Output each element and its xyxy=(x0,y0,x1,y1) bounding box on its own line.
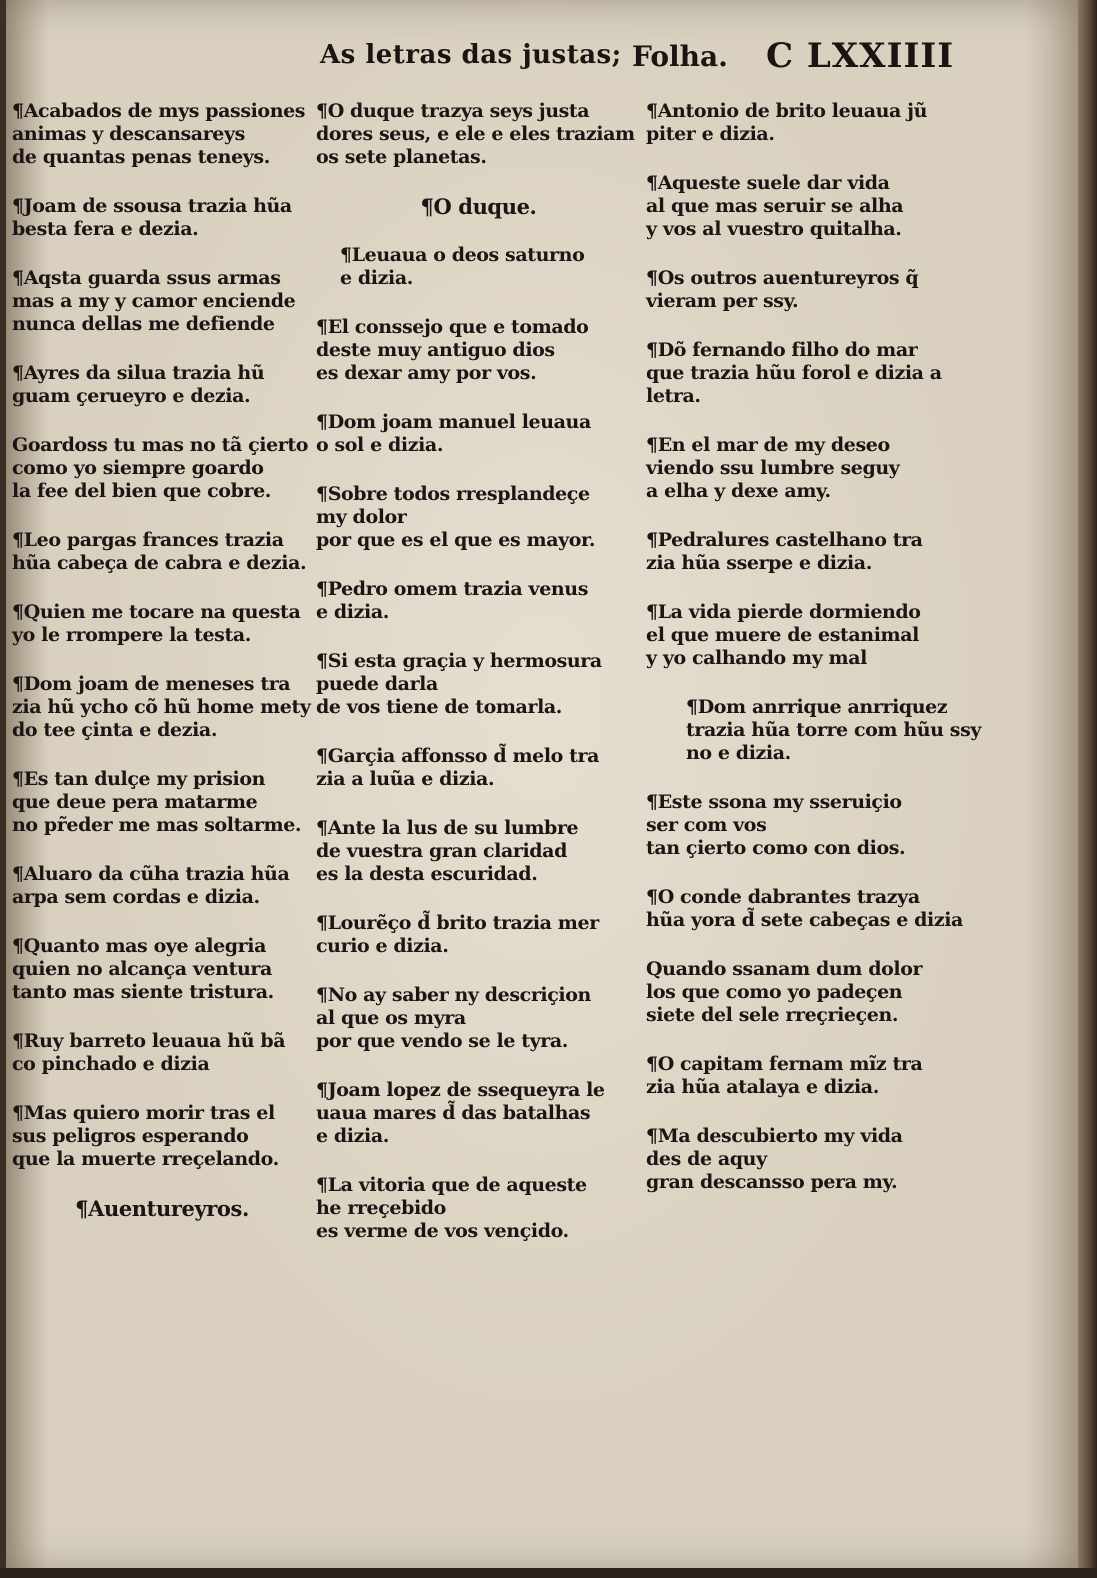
verse-line: ¶Mas quiero morir tras el xyxy=(12,1102,275,1124)
verse-line: siete del sele rreçrieçen. xyxy=(646,1004,899,1026)
verse-line: ¶Pedralures castelhano tra xyxy=(646,529,923,551)
text-column-3 xyxy=(646,100,996,1220)
running-header xyxy=(320,36,970,86)
verse-entry xyxy=(316,1079,641,1148)
verse-entry xyxy=(646,529,996,575)
verse-entry xyxy=(646,339,996,408)
verse-entry xyxy=(316,244,641,290)
verse-entry xyxy=(12,935,312,1004)
verse-entry xyxy=(316,100,641,169)
verse-line: Goardoss tu mas no tã çierto xyxy=(12,434,309,456)
verse-line: hũa cabeça de cabra e dezia. xyxy=(12,552,307,574)
verse-line: al que os myra xyxy=(316,1007,466,1029)
verse-line: piter e dizia. xyxy=(646,123,775,145)
verse-line: uaua mares d̃ das batalhas xyxy=(316,1102,591,1124)
verse-line: de quantas penas teneys. xyxy=(12,146,270,168)
verse-line: ¶Lourẽço d̃ brito trazia mer xyxy=(316,912,599,934)
verse-line: animas y descansareys xyxy=(12,123,245,145)
verse-line: o sol e dizia. xyxy=(316,434,444,456)
verse-line: guam çerueyro e dezia. xyxy=(12,385,251,407)
verse-line: deste muy antiguo dios xyxy=(316,339,555,361)
verse-line: ¶Garçia affonsso d̃ melo tra xyxy=(316,745,600,767)
verse-entry xyxy=(646,434,996,503)
verse-entry xyxy=(646,958,996,1027)
verse-line: ¶Es tan dulçe my prision xyxy=(12,768,266,790)
verse-line: quien no alcança ventura xyxy=(12,958,272,980)
verse-entry xyxy=(646,1125,996,1194)
verse-line: es verme de vos vençido. xyxy=(316,1220,569,1242)
page-bottom-edge xyxy=(0,1568,1097,1578)
verse-line: ¶Sobre todos rresplandeçe xyxy=(316,483,590,505)
verse-line: ¶O capitam fernam mĩz tra xyxy=(646,1053,923,1075)
verse-line: ¶No ay saber ny descriçion xyxy=(316,984,591,1006)
verse-entry xyxy=(12,100,312,169)
verse-entry xyxy=(12,362,312,408)
verse-entry xyxy=(12,601,312,647)
verse-line: viendo ssu lumbre seguy xyxy=(646,457,900,479)
verse-line: co pinchado e dizia xyxy=(12,1053,210,1075)
text-column-2 xyxy=(316,100,641,1269)
verse-entry xyxy=(646,696,996,765)
verse-line: ¶Quien me tocare na questa xyxy=(12,601,301,623)
verse-line: ¶Aqueste suele dar vida xyxy=(646,172,890,194)
verse-entry xyxy=(12,195,312,241)
verse-entry xyxy=(12,1197,312,1220)
verse-line: ¶La vida pierde dormiendo xyxy=(646,601,921,623)
verse-line: ¶Dom joam de meneses tra xyxy=(12,673,291,695)
book-edge xyxy=(1078,0,1097,1578)
verse-line: ¶O duque trazya seys justa xyxy=(316,100,590,122)
verse-line: letra. xyxy=(646,385,701,407)
verse-line: e dizia. xyxy=(316,1125,389,1147)
verse-entry xyxy=(316,1174,641,1243)
verse-line: arpa sem cordas e dizia. xyxy=(12,886,260,908)
verse-line: ¶Os outros auentureyros q̃ xyxy=(646,267,919,289)
verse-line: ser com vos xyxy=(646,814,767,836)
verse-line: yo le rrompere la testa. xyxy=(12,624,251,646)
verse-line: zia hũa sserpe e dizia. xyxy=(646,552,872,574)
verse-line: zia hũa atalaya e dizia. xyxy=(646,1076,879,1098)
verse-entry xyxy=(646,267,996,313)
verse-line: ¶O duque. xyxy=(420,194,537,219)
verse-line: vieram per ssy. xyxy=(646,290,799,312)
verse-line: tan çierto como con dios. xyxy=(646,837,906,859)
verse-entry xyxy=(316,316,641,385)
verse-line: ¶Antonio de brito leuaua jũ xyxy=(646,100,928,122)
verse-line: ¶Dom joam manuel leuaua xyxy=(316,411,591,433)
verse-line: ¶O conde dabrantes trazya xyxy=(646,886,920,908)
verse-line: el que muere de estanimal xyxy=(646,624,919,646)
verse-line: ¶Ruy barreto leuaua hũ bã xyxy=(12,1030,286,1052)
verse-entry xyxy=(12,1102,312,1171)
verse-entry xyxy=(316,650,641,719)
verse-line: e dizia. xyxy=(316,601,389,623)
verse-entry xyxy=(12,673,312,742)
verse-line: no pr̃eder me mas soltarme. xyxy=(12,814,302,836)
verse-line: hũa yora d̃ sete cabeças e dizia xyxy=(646,909,963,931)
verse-entry xyxy=(12,529,312,575)
verse-line: os sete planetas. xyxy=(316,146,487,168)
verse-entry xyxy=(646,791,996,860)
verse-line: de vuestra gran claridad xyxy=(316,840,567,862)
verse-line: zia hũ ycho cõ hũ home mety xyxy=(12,696,311,718)
verse-line: curio e dizia. xyxy=(316,935,449,957)
verse-entry xyxy=(316,817,641,886)
folio-number: C LXXIIII xyxy=(766,36,955,76)
verse-line: sus peligros esperando xyxy=(12,1125,249,1147)
verse-line: des de aquy xyxy=(646,1148,767,1170)
verse-line: la fee del bien que cobre. xyxy=(12,480,271,502)
verse-entry xyxy=(316,912,641,958)
verse-line: do tee çinta e dezia. xyxy=(12,719,218,741)
text-column-1 xyxy=(12,100,312,1246)
verse-entry xyxy=(646,1053,996,1099)
verse-line: ¶Aqsta guarda ssus armas xyxy=(12,267,281,289)
verse-entry xyxy=(12,863,312,909)
verse-entry xyxy=(12,1030,312,1076)
verse-entry xyxy=(316,411,641,457)
verse-line: ¶Joam de ssousa trazia hũa xyxy=(12,195,292,217)
verse-line: tanto mas siente tristura. xyxy=(12,981,274,1003)
verse-line: y vos al vuestro quitalha. xyxy=(646,218,902,240)
verse-line: que deue pera matarme xyxy=(12,791,258,813)
verse-entry xyxy=(646,601,996,670)
verse-line: ¶Quanto mas oye alegria xyxy=(12,935,267,957)
verse-line: al que mas seruir se alha xyxy=(646,195,904,217)
verse-line: ¶Leo pargas frances trazia xyxy=(12,529,284,551)
verse-entry xyxy=(12,267,312,336)
verse-line: es dexar amy por vos. xyxy=(316,362,537,384)
verse-line: los que como yo padeçen xyxy=(646,981,903,1003)
verse-entry xyxy=(12,434,312,503)
verse-line: ¶Ante la lus de su lumbre xyxy=(316,817,579,839)
verse-line: y yo calhando my mal xyxy=(646,647,867,669)
verse-line: ¶Pedro omem trazia venus xyxy=(316,578,589,600)
verse-line: que la muerte rreçelando. xyxy=(12,1148,279,1170)
verse-line: dores seus, e ele e eles traziam xyxy=(316,123,635,145)
verse-line: gran descansso pera my. xyxy=(646,1171,898,1193)
verse-line: ¶El conssejo que e tomado xyxy=(316,316,589,338)
verse-line: ¶Joam lopez de ssequeyra le xyxy=(316,1079,605,1101)
folio-label: Folha. xyxy=(632,40,728,73)
verse-line: mas a my y camor enciende xyxy=(12,290,296,312)
verse-line: ¶Leuaua o deos saturno xyxy=(340,244,585,266)
verse-line: a elha y dexe amy. xyxy=(646,480,831,502)
verse-entry xyxy=(316,483,641,552)
verse-line: ¶Acabados de mys passiones xyxy=(12,100,306,122)
verse-line: no e dizia. xyxy=(686,742,791,764)
verse-line: ¶La vitoria que de aqueste xyxy=(316,1174,587,1196)
verse-line: nunca dellas me defiende xyxy=(12,313,275,335)
running-title: As letras das justas; xyxy=(320,40,622,70)
verse-line: Quando ssanam dum dolor xyxy=(646,958,923,980)
verse-line: ¶Dõ fernando filho do mar xyxy=(646,339,918,361)
verse-entry xyxy=(646,172,996,241)
verse-line: ¶Aluaro da cũha trazia hũa xyxy=(12,863,290,885)
verse-line: por que vendo se le tyra. xyxy=(316,1030,568,1052)
verse-entry xyxy=(316,984,641,1053)
verse-line: my dolor xyxy=(316,506,407,528)
verse-entry xyxy=(646,886,996,932)
verse-line: e dizia. xyxy=(340,267,413,289)
verse-line: ¶Ayres da silua trazia hũ xyxy=(12,362,265,384)
verse-line: ¶Dom anrrique anrriquez xyxy=(686,696,948,718)
verse-line: besta fera e dezia. xyxy=(12,218,199,240)
verse-line: ¶Este ssona my sseruiçio xyxy=(646,791,902,813)
verse-entry xyxy=(316,745,641,791)
verse-line: de vos tiene de tomarla. xyxy=(316,696,563,718)
verse-line: zia a luũa e dizia. xyxy=(316,768,495,790)
verse-line: es la desta escuridad. xyxy=(316,863,538,885)
verse-line: como yo siempre goardo xyxy=(12,457,264,479)
verse-entry xyxy=(646,100,996,146)
verse-line: he rreçebido xyxy=(316,1197,446,1219)
verse-line: ¶Auentureyros. xyxy=(75,1196,249,1221)
verse-entry xyxy=(316,578,641,624)
verse-line: trazia hũa torre com hũu ssy xyxy=(686,719,982,741)
verse-line: ¶Ma descubierto my vida xyxy=(646,1125,903,1147)
verse-line: ¶En el mar de my deseo xyxy=(646,434,890,456)
verse-line: ¶Si esta graçia y hermosura xyxy=(316,650,602,672)
verse-line: puede darla xyxy=(316,673,438,695)
verse-line: por que es el que es mayor. xyxy=(316,529,596,551)
verse-line: que trazia hũu forol e dizia a xyxy=(646,362,942,384)
verse-entry xyxy=(12,768,312,837)
verse-entry xyxy=(316,195,641,218)
